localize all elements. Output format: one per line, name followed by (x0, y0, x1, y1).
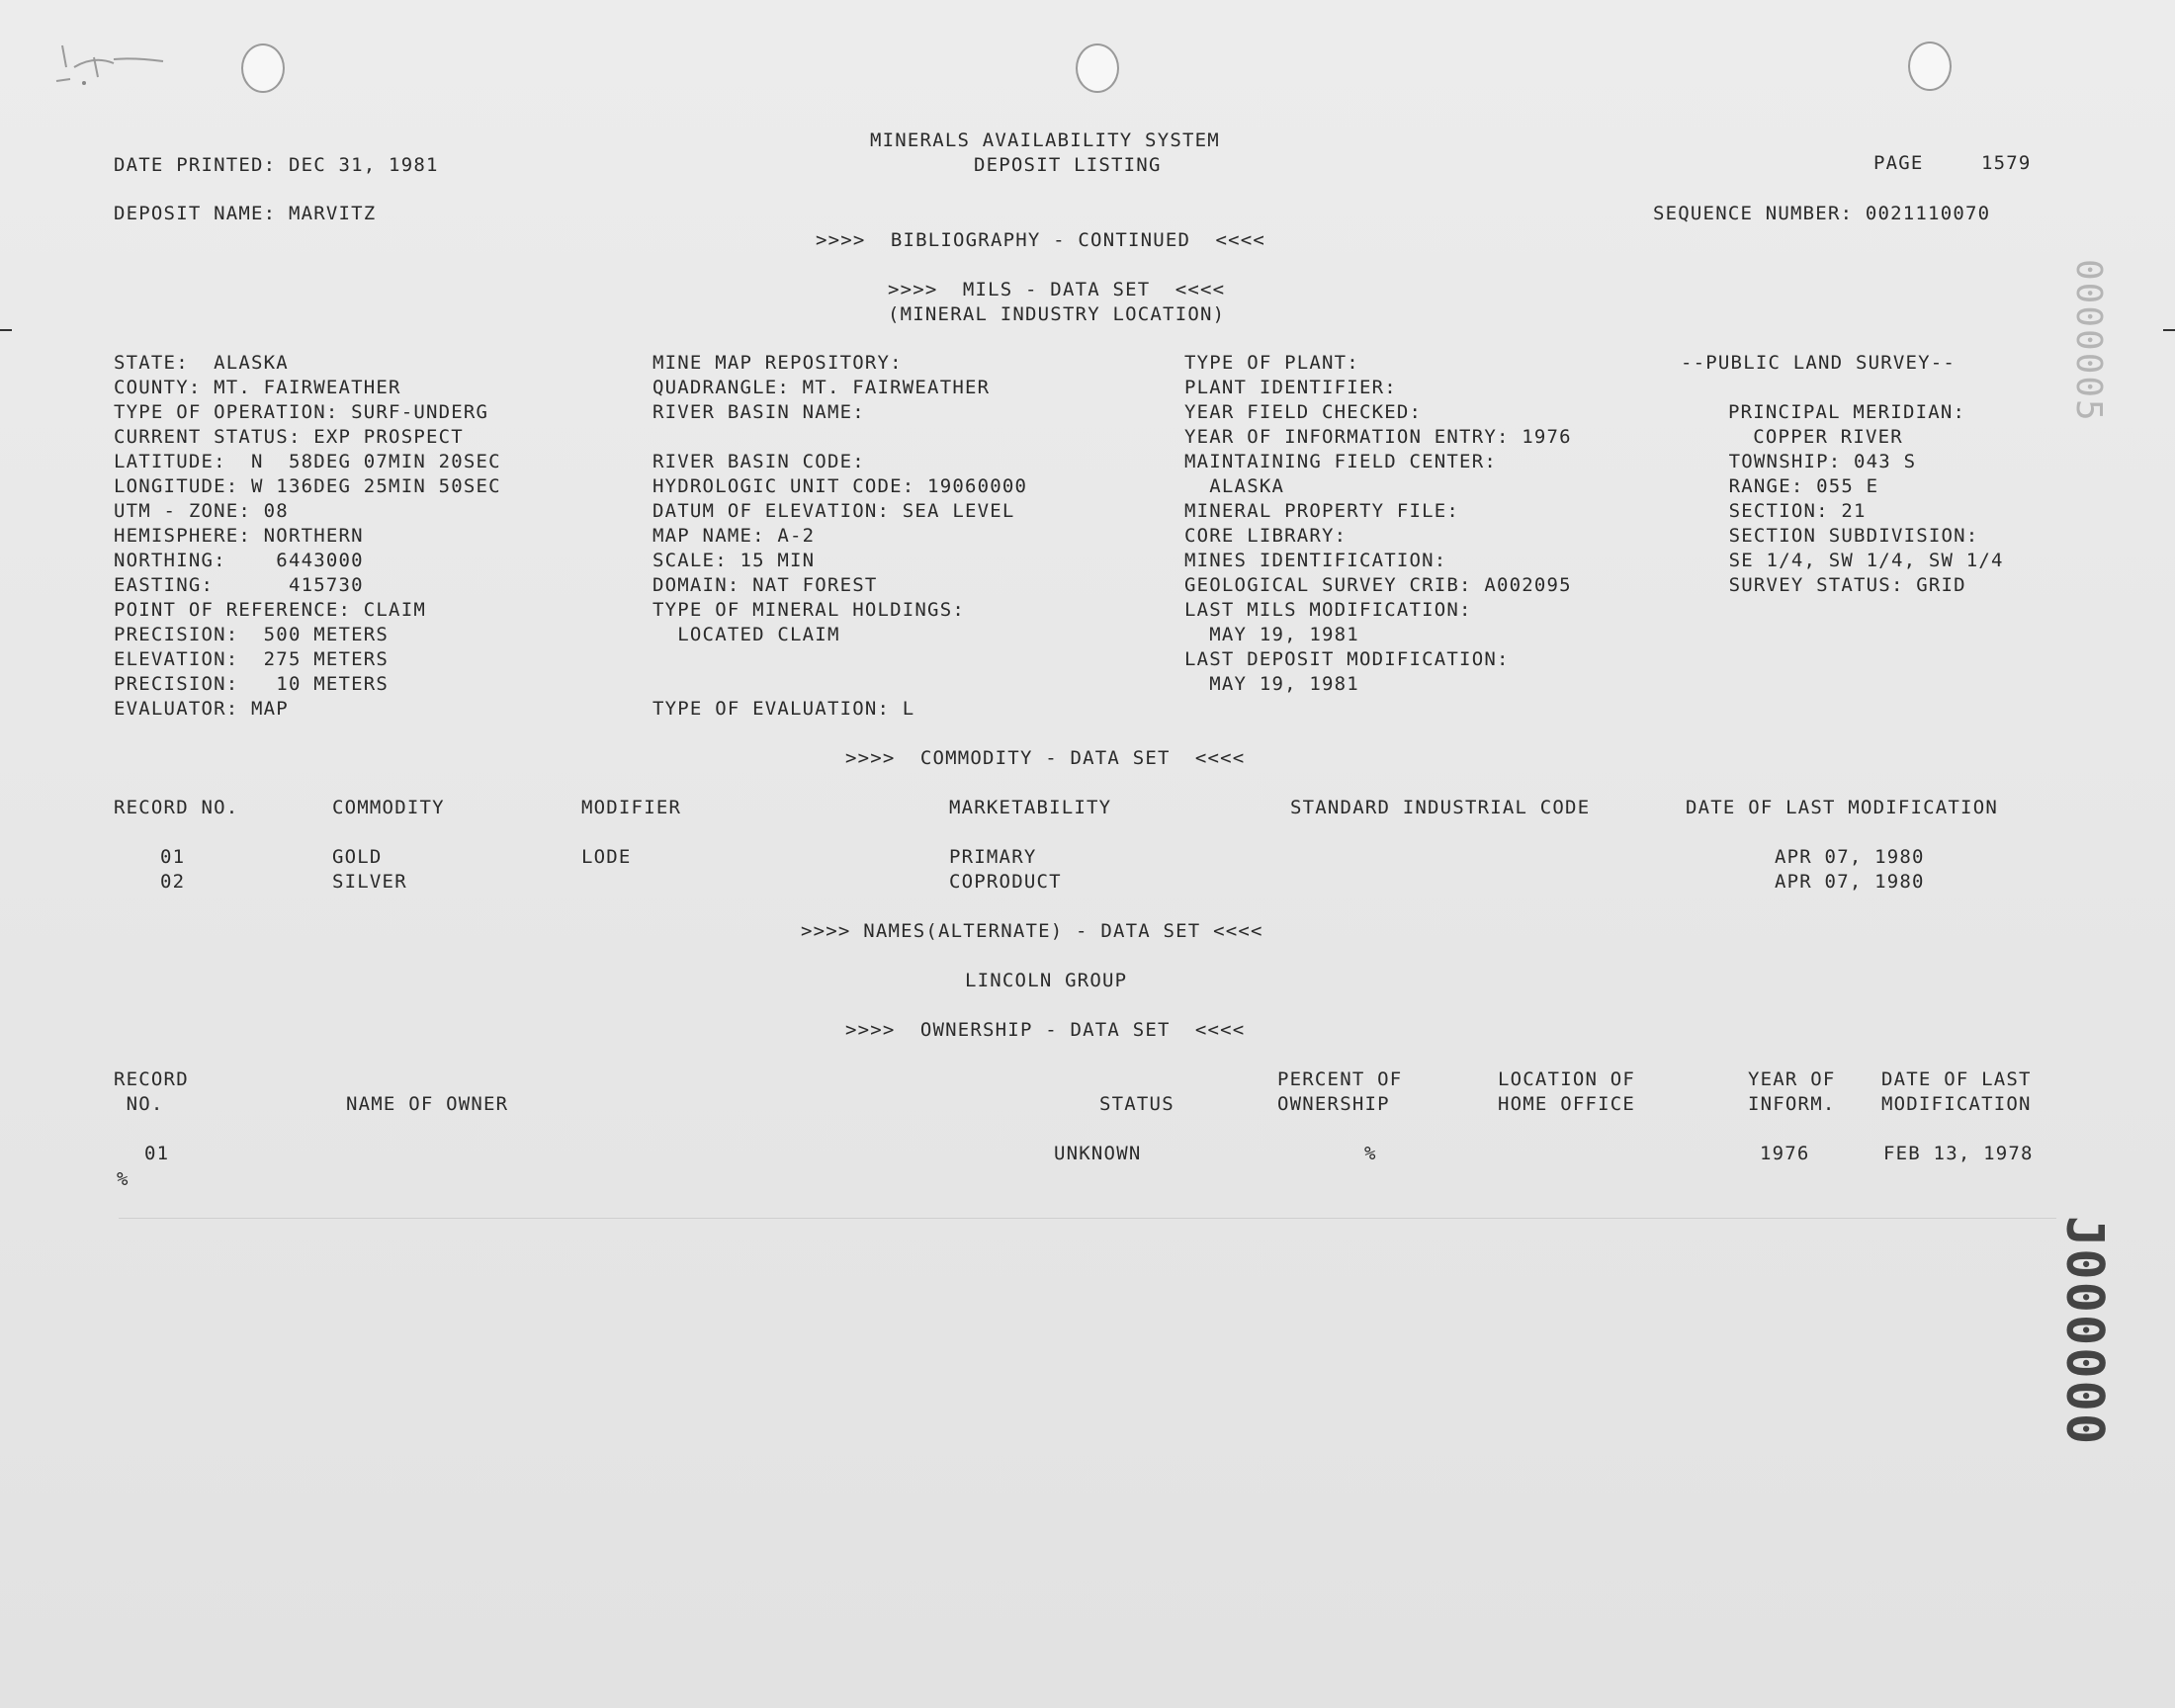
ownership-status: UNKNOWN (1054, 1143, 1142, 1164)
mils-field: YEAR OF INFORMATION ENTRY: 1976 (1184, 426, 1572, 448)
column-header: MARKETABILITY (949, 797, 1112, 818)
mils-field: DATUM OF ELEVATION: SEA LEVEL (652, 500, 1015, 522)
mils-field: MINE MAP REPOSITORY: (652, 352, 903, 374)
plss-field: SECTION: 21 (1716, 500, 1867, 522)
plss-field: SECTION SUBDIVISION: (1716, 525, 1979, 547)
mils-field: POINT OF REFERENCE: CLAIM (114, 599, 426, 621)
column-header: LOCATION OF (1498, 1068, 1636, 1090)
mils-field: LOCATED CLAIM (652, 624, 840, 645)
mils-field: RIVER BASIN CODE: (652, 451, 865, 472)
listing-title: DEPOSIT LISTING (974, 154, 1162, 176)
section-names: >>>> NAMES(ALTERNATE) - DATA SET <<<< (801, 920, 1263, 942)
column-header: YEAR OF (1748, 1068, 1836, 1090)
ink-smudge (54, 38, 193, 97)
mils-field: TYPE OF EVALUATION: L (652, 698, 915, 720)
column-header: MODIFICATION (1881, 1093, 2032, 1115)
punch-hole-right (1908, 42, 1952, 91)
plss-field: PRINCIPAL MERIDIAN: (1728, 401, 1966, 423)
mils-field: EVALUATOR: MAP (114, 698, 289, 720)
mils-field: PRECISION: 10 METERS (114, 673, 390, 695)
plss-field: TOWNSHIP: 043 S (1716, 451, 1917, 472)
mils-field: CURRENT STATUS: EXP PROSPECT (114, 426, 464, 448)
plss-field: SE 1/4, SW 1/4, SW 1/4 (1716, 550, 2004, 571)
plss-field: SURVEY STATUS: GRID (1716, 574, 1966, 596)
mils-field: ELEVATION: 275 METERS (114, 648, 390, 670)
column-header: RECORD NO. (114, 797, 239, 818)
column-header: DATE OF LAST (1881, 1068, 2032, 1090)
plss-field: RANGE: 055 E (1716, 475, 1879, 497)
mils-field: GEOLOGICAL SURVEY CRIB: A002095 (1184, 574, 1572, 596)
mils-field: MAY 19, 1981 (1184, 673, 1359, 695)
mils-field: YEAR FIELD CHECKED: (1184, 401, 1423, 423)
system-title: MINERALS AVAILABILITY SYSTEM (870, 129, 1220, 151)
mils-field: CORE LIBRARY: (1184, 525, 1348, 547)
mils-field: LONGITUDE: W 136DEG 25MIN 50SEC (114, 475, 501, 497)
commodity-name: SILVER (332, 871, 407, 893)
mils-field: HEMISPHERE: NORTHERN (114, 525, 364, 547)
ownership-trailer: % (117, 1168, 130, 1190)
date-printed: DATE PRINTED: DEC 31, 1981 (114, 154, 439, 176)
column-header: DATE OF LAST MODIFICATION (1686, 797, 1998, 818)
page-label: PAGE (1873, 152, 1924, 174)
mils-field: RIVER BASIN NAME: (652, 401, 865, 423)
mils-field: SCALE: 15 MIN (652, 550, 816, 571)
commodity-date: APR 07, 1980 (1775, 871, 1925, 893)
mils-field: ALASKA (1184, 475, 1285, 497)
section-mils: >>>> MILS - DATA SET <<<< (888, 279, 1226, 300)
column-header: STANDARD INDUSTRIAL CODE (1290, 797, 1591, 818)
deposit-name: DEPOSIT NAME: MARVITZ (114, 203, 377, 224)
plss-field: COPPER RIVER (1728, 426, 1903, 448)
column-header: COMMODITY (332, 797, 445, 818)
mils-field: MAINTAINING FIELD CENTER: (1184, 451, 1497, 472)
mils-field: MINERAL PROPERTY FILE: (1184, 500, 1460, 522)
mils-field: LATITUDE: N 58DEG 07MIN 20SEC (114, 451, 501, 472)
mils-field: NORTHING: 6443000 (114, 550, 364, 571)
mils-field: MINES IDENTIFICATION: (1184, 550, 1447, 571)
mils-field: HYDROLOGIC UNIT CODE: 19060000 (652, 475, 1028, 497)
punch-hole-center (1076, 43, 1119, 93)
right-edge-mark (2163, 329, 2175, 331)
left-edge-mark (0, 329, 12, 331)
mils-field: EASTING: 415730 (114, 574, 364, 596)
section-ownership: >>>> OWNERSHIP - DATA SET <<<< (845, 1019, 1246, 1041)
record-number: 01 (160, 846, 186, 868)
column-header: MODIFIER (581, 797, 682, 818)
alternate-name: LINCOLN GROUP (965, 970, 1128, 991)
mils-field: PRECISION: 500 METERS (114, 624, 390, 645)
mils-field: LAST DEPOSIT MODIFICATION: (1184, 648, 1510, 670)
column-header: RECORD (114, 1068, 189, 1090)
record-number: 02 (160, 871, 186, 893)
mils-field: QUADRANGLE: MT. FAIRWEATHER (652, 377, 991, 398)
commodity-marketability: COPRODUCT (949, 871, 1062, 893)
mils-field: TYPE OF PLANT: (1184, 352, 1359, 374)
column-header: HOME OFFICE (1498, 1093, 1636, 1115)
mils-field: TYPE OF OPERATION: SURF-UNDERG (114, 401, 489, 423)
page-number: 1579 (1981, 152, 2032, 174)
mils-field: COUNTY: MT. FAIRWEATHER (114, 377, 401, 398)
frame-stamp-bottom: J000000 (2054, 1216, 2114, 1447)
mils-field: PLANT IDENTIFIER: (1184, 377, 1397, 398)
column-header: NO. (114, 1093, 164, 1115)
column-header: INFORM. (1748, 1093, 1836, 1115)
commodity-modifier: LODE (581, 846, 632, 868)
plss-title: --PUBLIC LAND SURVEY-- (1681, 352, 1957, 374)
ownership-date: FEB 13, 1978 (1883, 1143, 2034, 1164)
commodity-marketability: PRIMARY (949, 846, 1037, 868)
ownership-year: 1976 (1760, 1143, 1810, 1164)
ownership-percent: % (1364, 1143, 1377, 1164)
mils-field: LAST MILS MODIFICATION: (1184, 599, 1472, 621)
sequence-number: SEQUENCE NUMBER: 0021110070 (1653, 203, 1991, 224)
commodity-date: APR 07, 1980 (1775, 846, 1925, 868)
commodity-name: GOLD (332, 846, 383, 868)
mils-field: TYPE OF MINERAL HOLDINGS: (652, 599, 965, 621)
punch-hole-left (241, 43, 285, 93)
section-commodity: >>>> COMMODITY - DATA SET <<<< (845, 747, 1246, 769)
mils-field: UTM - ZONE: 08 (114, 500, 289, 522)
record-number: 01 (144, 1143, 170, 1164)
mils-field: MAP NAME: A-2 (652, 525, 816, 547)
column-header: NAME OF OWNER (346, 1093, 509, 1115)
mils-field: MAY 19, 1981 (1184, 624, 1359, 645)
column-header: STATUS (1099, 1093, 1174, 1115)
mils-field: DOMAIN: NAT FOREST (652, 574, 878, 596)
print-rule (119, 1218, 2056, 1219)
frame-stamp-top: 0000005 (2068, 259, 2109, 423)
column-header: OWNERSHIP (1277, 1093, 1390, 1115)
section-bibliography: >>>> BIBLIOGRAPHY - CONTINUED <<<< (816, 229, 1266, 251)
column-header: PERCENT OF (1277, 1068, 1403, 1090)
mils-field: STATE: ALASKA (114, 352, 289, 374)
section-mils-subtitle: (MINERAL INDUSTRY LOCATION) (888, 303, 1226, 325)
